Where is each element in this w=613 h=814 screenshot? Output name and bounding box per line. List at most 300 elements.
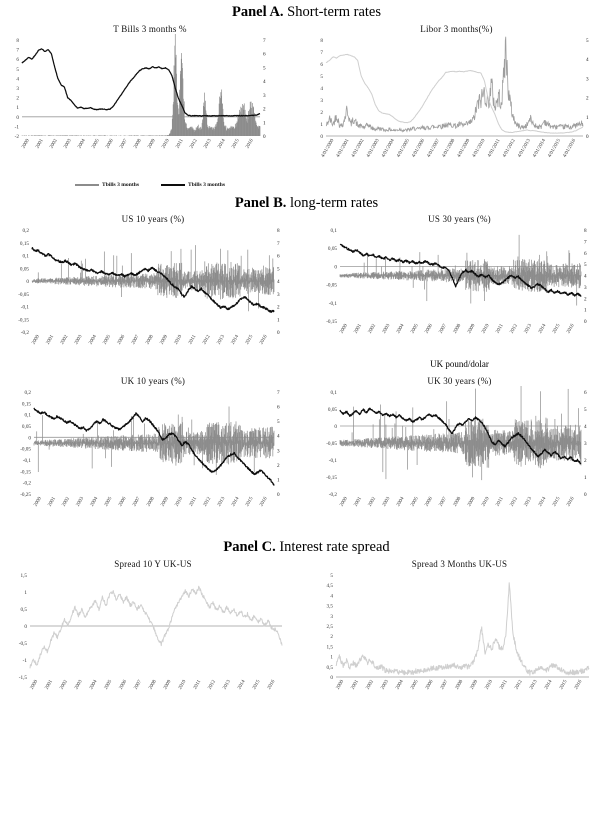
x-axis-tick-label: 2015: [252, 679, 262, 691]
x-axis-tick-label: 2014: [230, 334, 241, 346]
x-axis-tick-label: 2001: [353, 496, 364, 508]
x-axis-tick-label: 2013: [523, 496, 534, 508]
x-axis-tick-label: 2007: [131, 334, 141, 346]
panel-a-section: [0, 5, 613, 194]
y-axis-tick-label: 0: [334, 264, 337, 271]
x-axis-tick-label: 2010: [174, 496, 184, 508]
y-axis-right-tick-label: 4: [584, 424, 587, 430]
y-axis-tick-label: -0,15: [20, 469, 31, 476]
x-axis-tick-label: 2012: [514, 679, 524, 691]
panel-c-header: [0, 540, 613, 555]
y-axis-right-tick-label: 2: [584, 458, 587, 464]
x-axis-tick-label: 2015: [245, 496, 255, 508]
x-axis-tick-label: 2005: [91, 138, 101, 150]
x-axis-tick-label: 2009: [467, 496, 477, 508]
x-axis-tick-label: 2007: [440, 679, 450, 691]
y-axis-right-tick-label: 1: [584, 475, 587, 481]
y-axis-tick-label: -0,05: [18, 291, 29, 298]
x-axis-tick-label: 2011: [188, 496, 199, 508]
x-axis-tick-label: 2006: [424, 323, 434, 335]
chart-libor-title: Libor 3 months(%): [420, 23, 493, 34]
x-axis-tick-label: 2012: [189, 138, 199, 150]
x-axis-tick-label: 2010: [481, 496, 491, 508]
x-axis-tick-label: 2010: [173, 334, 184, 346]
x-axis-tick-label: 2013: [529, 679, 539, 691]
x-axis-tick-label: 2002: [61, 496, 72, 508]
y-axis-tick-label: 3: [16, 85, 19, 92]
x-axis-tick-label: 2007: [132, 496, 142, 508]
y-axis-right-tick-label: 0: [584, 492, 587, 498]
x-axis-tick-label: 2005: [104, 496, 114, 508]
y-axis-tick-label: 5: [320, 73, 323, 80]
y-axis-right-tick-label: 1: [586, 114, 589, 121]
chart-uk10-plot: [0, 386, 306, 538]
x-axis-tick-label: 2008: [452, 323, 463, 335]
chart-spread3m-svg: [306, 569, 613, 717]
y-axis-tick-label: 0: [26, 279, 29, 285]
x-axis-tick-label: 2003: [382, 323, 392, 335]
x-axis-tick-label: 2005: [410, 679, 420, 691]
x-axis-tick-label: 2004: [395, 679, 405, 691]
y-axis-tick-label: 4: [320, 85, 323, 92]
x-axis-tick-label: 2006: [105, 138, 115, 150]
y-axis-tick-label: 0,1: [22, 253, 29, 260]
x-axis-tick-label: 2016: [259, 496, 269, 508]
x-axis-tick-label: 2000: [339, 496, 349, 508]
chart-uk30-svg: [306, 386, 613, 538]
y-axis-right-tick-label: 0: [586, 133, 589, 140]
y-axis-tick-label: 1: [24, 589, 27, 596]
panel-a-title: Short-term rates: [287, 4, 381, 20]
panel-c-label: Panel C.: [223, 539, 276, 555]
chart-tbills-plot: [0, 34, 300, 182]
x-axis-tick-label: 2014: [231, 496, 241, 508]
x-axis-tick-label: 2012: [202, 496, 213, 508]
y-axis-right-tick-label: 4: [584, 273, 587, 280]
x-axis-tick-label: 2002: [367, 323, 378, 335]
x-axis-tick-label: 2000: [31, 334, 41, 346]
y-axis-tick-label: 0,05: [327, 246, 337, 253]
y-axis-tick-label: 0: [330, 674, 333, 681]
x-axis-tick-label: 2013: [217, 496, 227, 508]
chart-uk10-title: UK 10 years (%): [120, 376, 186, 386]
y-axis-right-tick-label: 2: [263, 106, 266, 113]
y-axis-tick-label: 0,5: [20, 606, 27, 613]
y-axis-right-tick-label: 2: [584, 296, 587, 303]
x-axis-tick-label: 2003: [63, 138, 73, 150]
x-axis-tick-label: 2009: [159, 334, 169, 346]
y-axis-right-tick-label: 8: [584, 228, 587, 234]
x-axis-tick-label: 2008: [133, 138, 143, 150]
x-axis-tick-label: 2003: [74, 679, 84, 691]
x-axis-tick-label: 2006: [425, 679, 435, 691]
x-axis-tick-label: 2009: [469, 679, 480, 691]
chart-spread10y-plot: [0, 569, 306, 717]
legend-label: Tbills 3 months: [102, 181, 139, 188]
y-axis-right-tick-label: 5: [277, 266, 280, 273]
y-axis-right-tick-label: 2: [277, 462, 280, 469]
y-axis-tick-label: 0: [28, 435, 31, 442]
y-axis-tick-label: 0: [24, 623, 27, 630]
y-axis-right-tick-label: 6: [584, 250, 587, 257]
y-axis-tick-label: -0,1: [328, 458, 337, 464]
x-axis-tick-label: 2008: [145, 334, 155, 346]
y-axis-tick-label: 7: [320, 49, 323, 56]
spike-series: [326, 36, 583, 131]
spike-series: [22, 34, 260, 136]
y-axis-right-tick-label: 6: [277, 404, 280, 411]
chart-uk30-title: UK 30 years (%): [427, 376, 492, 386]
chart-spread10y-title: Spread 10 Y UK-US: [114, 558, 192, 569]
y-axis-tick-label: 1: [320, 121, 323, 128]
x-axis-tick-label: 2003: [75, 496, 86, 508]
y-axis-tick-label: 7: [16, 47, 19, 54]
chart-uk10-svg: [0, 386, 306, 538]
series-line: [326, 36, 583, 131]
x-axis-tick-label: 2013: [222, 679, 232, 691]
chart-spread3m: [306, 559, 613, 717]
y-axis-tick-label: -0,1: [20, 304, 29, 311]
x-axis-tick-label: 2009: [160, 496, 170, 508]
chart-us30: [306, 214, 613, 372]
volatility-series: [34, 406, 274, 474]
y-axis-right-tick-label: 4: [586, 56, 589, 63]
y-axis-tick-label: -0,05: [20, 446, 31, 453]
x-axis-tick-label: 4/01/2008: [441, 138, 457, 159]
x-axis-tick-label: 2007: [438, 496, 449, 508]
y-axis-tick-label: -0,15: [326, 319, 337, 325]
y-axis-tick-label: 0,05: [21, 424, 31, 430]
y-axis-tick-label: 3,5: [326, 603, 333, 610]
y-axis-tick-label: 2: [320, 109, 323, 116]
chart-uk10: [0, 376, 306, 538]
y-axis-right-tick-label: 5: [584, 407, 587, 413]
x-axis-tick-label: 2004: [89, 496, 100, 508]
y-axis-tick-label: -0,05: [326, 441, 337, 447]
x-axis-tick-label: 2003: [380, 679, 390, 691]
chart-uk30-plot: [306, 386, 613, 538]
x-axis-tick-label: 2008: [452, 496, 463, 508]
y-axis-tick-label: 0,15: [21, 401, 31, 408]
x-axis-tick-label: 2011: [495, 496, 505, 508]
x-axis-tick-label: 2006: [424, 496, 434, 508]
panel-c-row: [0, 559, 613, 717]
y-axis-tick-label: 1,5: [20, 572, 27, 579]
x-axis-tick-label: 2001: [45, 334, 56, 346]
series-line: [336, 582, 589, 675]
y-axis-right-tick-label: 6: [263, 51, 266, 58]
panel-b-title: long-term rates: [290, 194, 379, 211]
y-axis-tick-label: 0,05: [19, 266, 29, 273]
x-axis-tick-label: 4/01/2013: [517, 138, 532, 159]
y-axis-tick-label: -0,15: [326, 475, 337, 481]
y-axis-tick-label: 0: [334, 424, 337, 430]
chart-us30-plot: [306, 224, 613, 359]
y-axis-tick-label: 0,05: [327, 407, 337, 413]
y-axis-right-tick-label: 7: [277, 390, 280, 396]
x-axis-tick-label: 2004: [396, 323, 406, 335]
x-axis-tick-label: 2007: [438, 323, 449, 335]
y-axis-right-tick-label: 1: [584, 307, 587, 314]
x-axis-tick-label: 4/01/2005: [396, 138, 411, 159]
y-axis-tick-label: 4,5: [326, 582, 333, 589]
panel-a-header: [0, 5, 613, 20]
x-axis-tick-label: 2009: [147, 138, 157, 150]
chart-spread10y-svg: [0, 569, 306, 717]
y-axis-tick-label: 0,2: [22, 228, 29, 234]
y-axis-right-tick-label: 2: [277, 304, 280, 311]
x-axis-tick-label: 2012: [509, 323, 519, 335]
y-axis-tick-label: 0,5: [326, 664, 333, 671]
x-axis-tick-label: 4/01/2001: [335, 138, 351, 159]
x-axis-tick-label: 2000: [33, 496, 43, 508]
x-axis-tick-label: 2009: [163, 679, 173, 691]
y-axis-right-tick-label: 5: [277, 419, 280, 426]
x-axis-tick-label: 2015: [559, 679, 569, 691]
x-axis-tick-label: 2001: [44, 679, 54, 691]
y-axis-right-tick-label: 2: [586, 95, 589, 102]
panel-a-charts-row: [0, 24, 613, 194]
x-axis-tick-label: 2001: [47, 496, 57, 508]
chart-libor-svg: [300, 34, 613, 194]
x-axis-tick-label: 2001: [353, 323, 364, 335]
x-axis-tick-label: 2004: [396, 496, 406, 508]
x-axis-tick-label: 2003: [74, 334, 84, 346]
y-axis-tick-label: -0,1: [328, 300, 337, 307]
chart-us10-svg: [0, 224, 306, 372]
panel-b-row2: [0, 376, 613, 538]
x-axis-tick-label: 2016: [259, 334, 269, 346]
chart-uk30: [306, 376, 613, 538]
series-line: [22, 48, 260, 115]
x-axis-tick-label: 2014: [544, 679, 554, 691]
x-axis-tick-label: 2010: [161, 138, 171, 150]
y-axis-right-tick-label: 7: [263, 37, 266, 44]
x-axis-tick-label: 2000: [335, 679, 346, 691]
y-axis-right-tick-label: 3: [277, 448, 280, 455]
x-axis-tick-label: 4/01/2014: [532, 138, 547, 159]
x-axis-tick-label: 2004: [88, 334, 98, 346]
y-axis-tick-label: 4: [330, 592, 333, 599]
y-axis-tick-label: -1: [14, 123, 19, 130]
x-axis-tick-label: 2004: [77, 138, 87, 150]
chart-tbills-svg: [0, 34, 300, 182]
x-axis-tick-label: 4/01/2012: [502, 138, 517, 159]
y-axis-tick-label: 1,5: [326, 643, 333, 650]
panel-a-label: Panel A.: [231, 4, 284, 20]
x-axis-tick-label: 4/01/2016: [562, 138, 578, 159]
y-axis-tick-label: -2: [14, 133, 19, 140]
x-axis-tick-label: 2005: [102, 334, 113, 346]
x-axis-tick-label: 4/01/2003: [366, 138, 381, 159]
y-axis-right-tick-label: 5: [584, 262, 587, 269]
x-axis-tick-label: 2016: [245, 138, 255, 150]
y-axis-tick-label: 0,1: [330, 390, 337, 396]
x-axis-tick-label: 2016: [566, 323, 576, 335]
y-axis-right-tick-label: 3: [277, 291, 280, 298]
chart-tbills-legend: [0, 182, 300, 188]
y-axis-right-tick-label: 8: [277, 228, 280, 234]
legend-item: [75, 182, 139, 188]
y-axis-tick-label: -0,15: [18, 317, 29, 324]
x-axis-tick-label: 2011: [175, 138, 185, 150]
volatility-series: [340, 235, 581, 306]
legend-item: [161, 182, 225, 188]
y-axis-tick-label: -0,2: [328, 492, 337, 498]
x-axis-tick-label: 2012: [207, 679, 218, 691]
x-axis-tick-label: 2000: [29, 679, 40, 691]
x-axis-tick-label: 2010: [178, 679, 188, 691]
chart-spread3m-title: Spread 3 Months UK-US: [411, 558, 508, 569]
x-axis-tick-label: 2011: [188, 334, 198, 346]
panel-b-section: [0, 196, 613, 539]
x-axis-tick-label: 2011: [499, 679, 509, 691]
x-axis-tick-label: 2015: [552, 496, 562, 508]
chart-us10-plot: [0, 224, 306, 372]
y-axis-right-tick-label: 7: [584, 239, 587, 246]
y-axis-right-tick-label: 4: [277, 279, 280, 285]
y-axis-right-tick-label: 5: [586, 37, 589, 44]
y-axis-tick-label: -0,1: [22, 458, 31, 464]
chart-us30-title: US 30 years (%): [428, 214, 491, 224]
y-axis-tick-label: -0,5: [18, 640, 27, 647]
y-axis-tick-label: 5: [16, 66, 19, 73]
y-axis-right-tick-label: 1: [263, 119, 266, 126]
y-axis-tick-label: 0: [16, 114, 19, 121]
x-axis-tick-label: 4/01/2015: [547, 138, 563, 159]
y-axis-tick-label: 2,5: [326, 623, 333, 630]
y-axis-tick-label: 1: [330, 654, 333, 661]
x-axis-tick-label: 2016: [574, 679, 584, 691]
chart-libor: [300, 24, 613, 194]
x-axis-tick-label: 2010: [484, 679, 495, 691]
x-axis-tick-label: 2006: [116, 334, 127, 346]
legend-label: Tbills 3 months: [188, 181, 225, 188]
volatility-series: [340, 386, 581, 480]
x-axis-tick-label: 2014: [538, 323, 548, 335]
y-axis-right-tick-label: 0: [263, 133, 266, 140]
x-axis-tick-label: 2002: [367, 496, 378, 508]
y-axis-tick-label: 0,15: [19, 240, 29, 247]
x-axis-tick-label: 2002: [365, 679, 375, 691]
x-axis-tick-label: 2013: [216, 334, 226, 346]
legend-swatch: [75, 184, 99, 186]
y-axis-right-tick-label: 0: [277, 330, 280, 336]
panel-b-header: [0, 196, 613, 211]
chart-spread3m-plot: [306, 569, 613, 717]
uk-pound-dollar-caption: UK pound/dolar: [430, 359, 489, 369]
x-axis-tick-label: 2012: [202, 334, 212, 346]
y-axis-tick-label: -1: [22, 657, 27, 664]
x-axis-tick-label: 2006: [118, 679, 129, 691]
x-axis-tick-label: 2001: [35, 138, 45, 150]
y-axis-tick-label: 3: [320, 97, 323, 104]
y-axis-tick-label: 5: [330, 572, 333, 579]
x-axis-tick-label: 2015: [231, 138, 241, 150]
x-axis-tick-label: 2014: [538, 496, 548, 508]
y-axis-right-tick-label: 1: [277, 477, 280, 484]
y-axis-tick-label: 3: [330, 613, 333, 620]
chart-us10-title: US 10 years (%): [121, 214, 185, 224]
x-axis-tick-label: 2005: [410, 323, 420, 335]
x-axis-tick-label: 2014: [217, 138, 227, 150]
x-axis-tick-label: 2016: [267, 679, 277, 691]
x-axis-tick-label: 4/01/2004: [381, 138, 396, 159]
y-axis-tick-label: 6: [320, 61, 323, 68]
panel-b-row1: [0, 214, 613, 372]
chart-us10: [0, 214, 306, 372]
y-axis-tick-label: -0,2: [22, 480, 31, 487]
x-axis-tick-label: 2013: [203, 138, 213, 150]
x-axis-tick-label: 2002: [60, 334, 70, 346]
panel-c-title: Interest rate spread: [279, 539, 390, 555]
y-axis-right-tick-label: 4: [263, 78, 266, 85]
y-axis-right-tick-label: 1: [277, 317, 280, 324]
x-axis-tick-label: 2006: [118, 496, 128, 508]
x-axis-tick-label: 2005: [103, 679, 114, 691]
chart-us30-svg: [306, 224, 613, 359]
chart-spread10y: [0, 559, 306, 717]
x-axis-tick-label: 4/01/2002: [351, 138, 366, 159]
x-axis-tick-label: 2003: [382, 496, 392, 508]
y-axis-tick-label: 0,1: [24, 412, 31, 419]
x-axis-tick-label: 4/01/2009: [456, 138, 472, 159]
x-axis-tick-label: 2008: [146, 496, 156, 508]
chart-tbills-title: T Bills 3 months %: [113, 23, 187, 34]
legend-swatch: [161, 184, 185, 186]
series-line: [30, 586, 282, 668]
x-axis-tick-label: 2008: [148, 679, 158, 691]
y-axis-tick-label: 0,1: [330, 228, 337, 234]
y-axis-right-tick-label: 3: [584, 284, 587, 291]
x-axis-tick-label: 2000: [21, 138, 31, 150]
x-axis-tick-label: 2002: [49, 138, 59, 150]
x-axis-tick-label: 4/01/2011: [487, 138, 502, 158]
x-axis-tick-label: 2015: [552, 323, 562, 335]
x-axis-tick-label: 2010: [481, 323, 491, 335]
x-axis-tick-label: 2015: [245, 334, 255, 346]
y-axis-right-tick-label: 3: [584, 441, 587, 447]
y-axis-tick-label: 4: [16, 75, 19, 82]
y-axis-right-tick-label: 4: [277, 433, 280, 440]
y-axis-right-tick-label: 3: [263, 92, 266, 99]
x-axis-tick-label: 4/01/2006: [411, 138, 427, 159]
x-axis-tick-label: 2002: [59, 679, 69, 691]
x-axis-tick-label: 2016: [566, 496, 576, 508]
y-axis-right-tick-label: 5: [263, 64, 266, 71]
x-axis-tick-label: 2005: [410, 496, 420, 508]
y-axis-tick-label: 0: [320, 133, 323, 140]
y-axis-tick-label: 1: [16, 104, 19, 111]
y-axis-right-tick-label: 6: [584, 390, 587, 396]
x-axis-tick-label: 2004: [89, 679, 99, 691]
x-axis-tick-label: 2014: [237, 679, 247, 691]
y-axis-tick-label: -0,2: [20, 330, 29, 336]
x-axis-tick-label: 2011: [192, 679, 203, 691]
x-axis-tick-label: 4/01/2007: [426, 138, 442, 159]
chart-libor-plot: [300, 34, 613, 194]
x-axis-tick-label: 2012: [509, 496, 519, 508]
x-axis-tick-label: 2011: [495, 323, 505, 335]
panel-b-label: Panel B.: [234, 194, 287, 211]
x-axis-tick-label: 2001: [350, 679, 361, 691]
y-axis-tick-label: 8: [320, 37, 323, 44]
y-axis-tick-label: 6: [16, 56, 19, 63]
x-axis-tick-label: 2013: [523, 323, 534, 335]
x-axis-tick-label: 4/01/2010: [471, 138, 487, 159]
x-axis-tick-label: 2007: [133, 679, 143, 691]
x-axis-tick-label: 2009: [467, 323, 477, 335]
